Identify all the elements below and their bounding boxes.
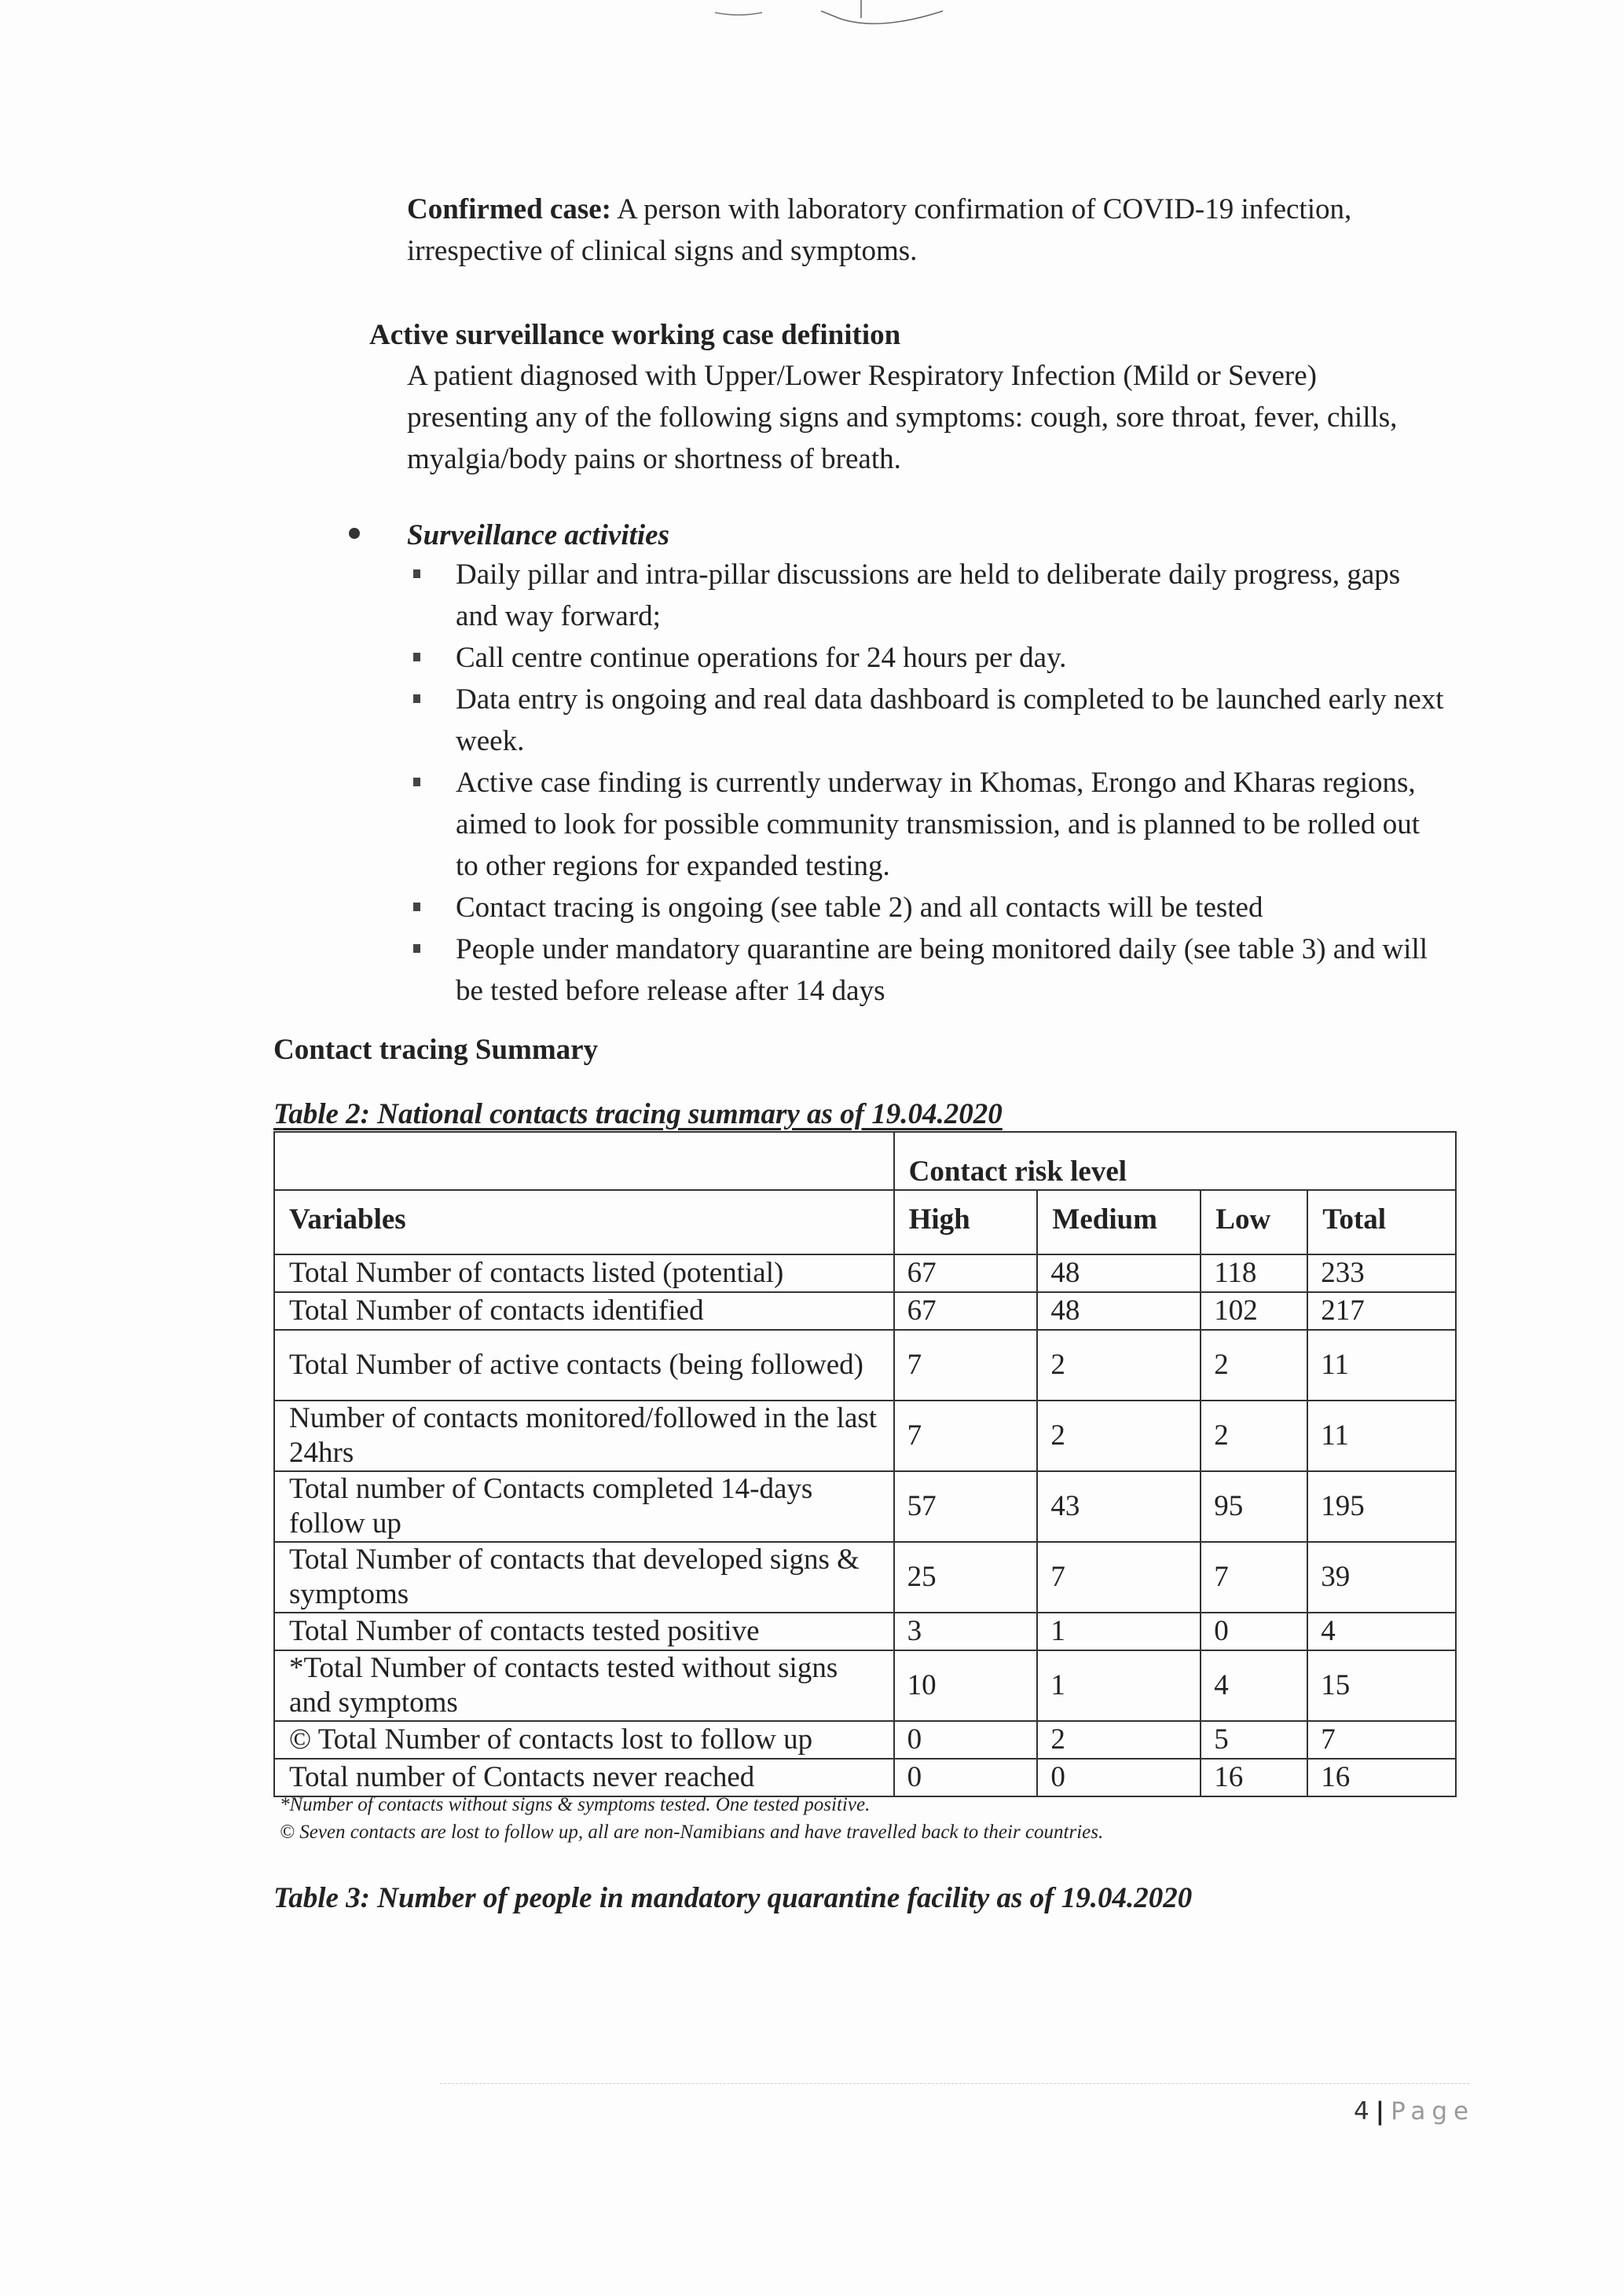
table-header-row [274, 1132, 1456, 1190]
table-row: Number of contacts monitored/followed in the last 24hrs 7 2 2 11 [274, 1401, 1456, 1471]
square-bullet-icon [413, 653, 420, 661]
list-item: Call centre continue operations for 24 hours per day. [407, 637, 1444, 679]
column-header-low: Low [1201, 1190, 1307, 1254]
table-row: © Total Number of contacts lost to follow up 0 2 5 7 [274, 1721, 1456, 1759]
square-bullet-icon [413, 778, 420, 786]
square-bullet-icon [413, 569, 420, 578]
page-number [1354, 2097, 1475, 2126]
confirmed-case-definition [407, 189, 1444, 272]
table-row: Total Number of contacts tested positive 3 1 0 4 [274, 1613, 1456, 1650]
page-separator: | [1375, 2097, 1385, 2126]
confirmed-case-text: A person with laboratory confirmation of COVID-19 infection, irrespective of clinical signs and symptoms. [407, 193, 1352, 267]
footer-divider [440, 2083, 1469, 2084]
table-row: *Total Number of contacts tested without signs and symptoms 10 1 4 15 [274, 1650, 1456, 1721]
empty-header-cell [274, 1132, 894, 1190]
list-item: Contact tracing is ongoing (see table 2) and all contacts will be tested [407, 887, 1444, 928]
square-bullet-icon [413, 903, 420, 911]
table3-caption: Table 3: Number of people in mandatory quarantine facility as of 19.04.2020 [273, 1882, 1193, 1914]
contact-tracing-section-title: Contact tracing Summary [273, 1034, 599, 1066]
table-row: Total number of Contacts completed 14-days follow up 57 43 95 195 [274, 1471, 1456, 1542]
column-header-high: High [894, 1190, 1038, 1254]
table-row: Total number of Contacts never reached 0 0 16 16 [274, 1759, 1456, 1796]
table2-footnotes [280, 1791, 1103, 1846]
contact-tracing-table [273, 1131, 1457, 1797]
surveillance-activities-title: Surveillance activities [407, 519, 669, 551]
active-surveillance-text: A patient diagnosed with Upper/Lower Respiratory Infection (Mild or Severe) presenting any of the following signs and symptoms: cough, sore throat, fever, chills, myalgia/body pains or shortness of breath. [407, 360, 1398, 475]
table-row: Total Number of contacts that developed signs & symptoms 25 7 7 39 [274, 1542, 1456, 1613]
page-label: Page [1391, 2097, 1476, 2126]
column-header-variables: Variables [274, 1190, 894, 1254]
square-bullet-icon [413, 944, 420, 953]
list-item: Active case finding is currently underway in Khomas, Erongo and Kharas regions, aimed to look for possible community transmission, and is planned to be rolled out to other regions for expanded testing. [407, 762, 1444, 887]
list-item: Daily pillar and intra-pillar discussions are held to deliberate daily progress, gaps and way forward; [407, 554, 1444, 637]
scan-artifact-icon [676, 0, 959, 31]
page-number-value: 4 [1354, 2097, 1369, 2126]
active-surveillance-heading: Active surveillance working case definition [369, 319, 901, 351]
column-header-total: Total [1307, 1190, 1456, 1254]
list-item: Data entry is ongoing and real data dashboard is completed to be launched early next week. [407, 679, 1444, 762]
table-row: Total Number of contacts identified 67 48 102 217 [274, 1292, 1456, 1330]
table-row: Total Number of contacts listed (potential) 67 48 118 233 [274, 1254, 1456, 1292]
contact-risk-level-header: Contact risk level [894, 1132, 1456, 1190]
list-item: People under mandatory quarantine are being monitored daily (see table 3) and will be tested before release after 14 days [407, 928, 1444, 1012]
table-header-row [274, 1190, 1456, 1254]
table2-caption: Table 2: National contacts tracing summary as of 19.04.2020 [273, 1098, 1003, 1130]
square-bullet-icon [413, 694, 420, 703]
table-row: Total Number of active contacts (being followed) 7 2 2 11 [274, 1330, 1456, 1401]
surveillance-activities-list [407, 554, 1444, 1012]
column-header-medium: Medium [1037, 1190, 1201, 1254]
bullet-icon [349, 528, 360, 539]
footnote-asterisk: *Number of contacts without signs & symptoms tested. One tested positive. [280, 1794, 871, 1815]
footnote-copyright: © Seven contacts are lost to follow up, all are non-Namibians and have travelled back to their countries. [280, 1822, 1104, 1843]
confirmed-case-label: Confirmed case: [407, 193, 611, 225]
